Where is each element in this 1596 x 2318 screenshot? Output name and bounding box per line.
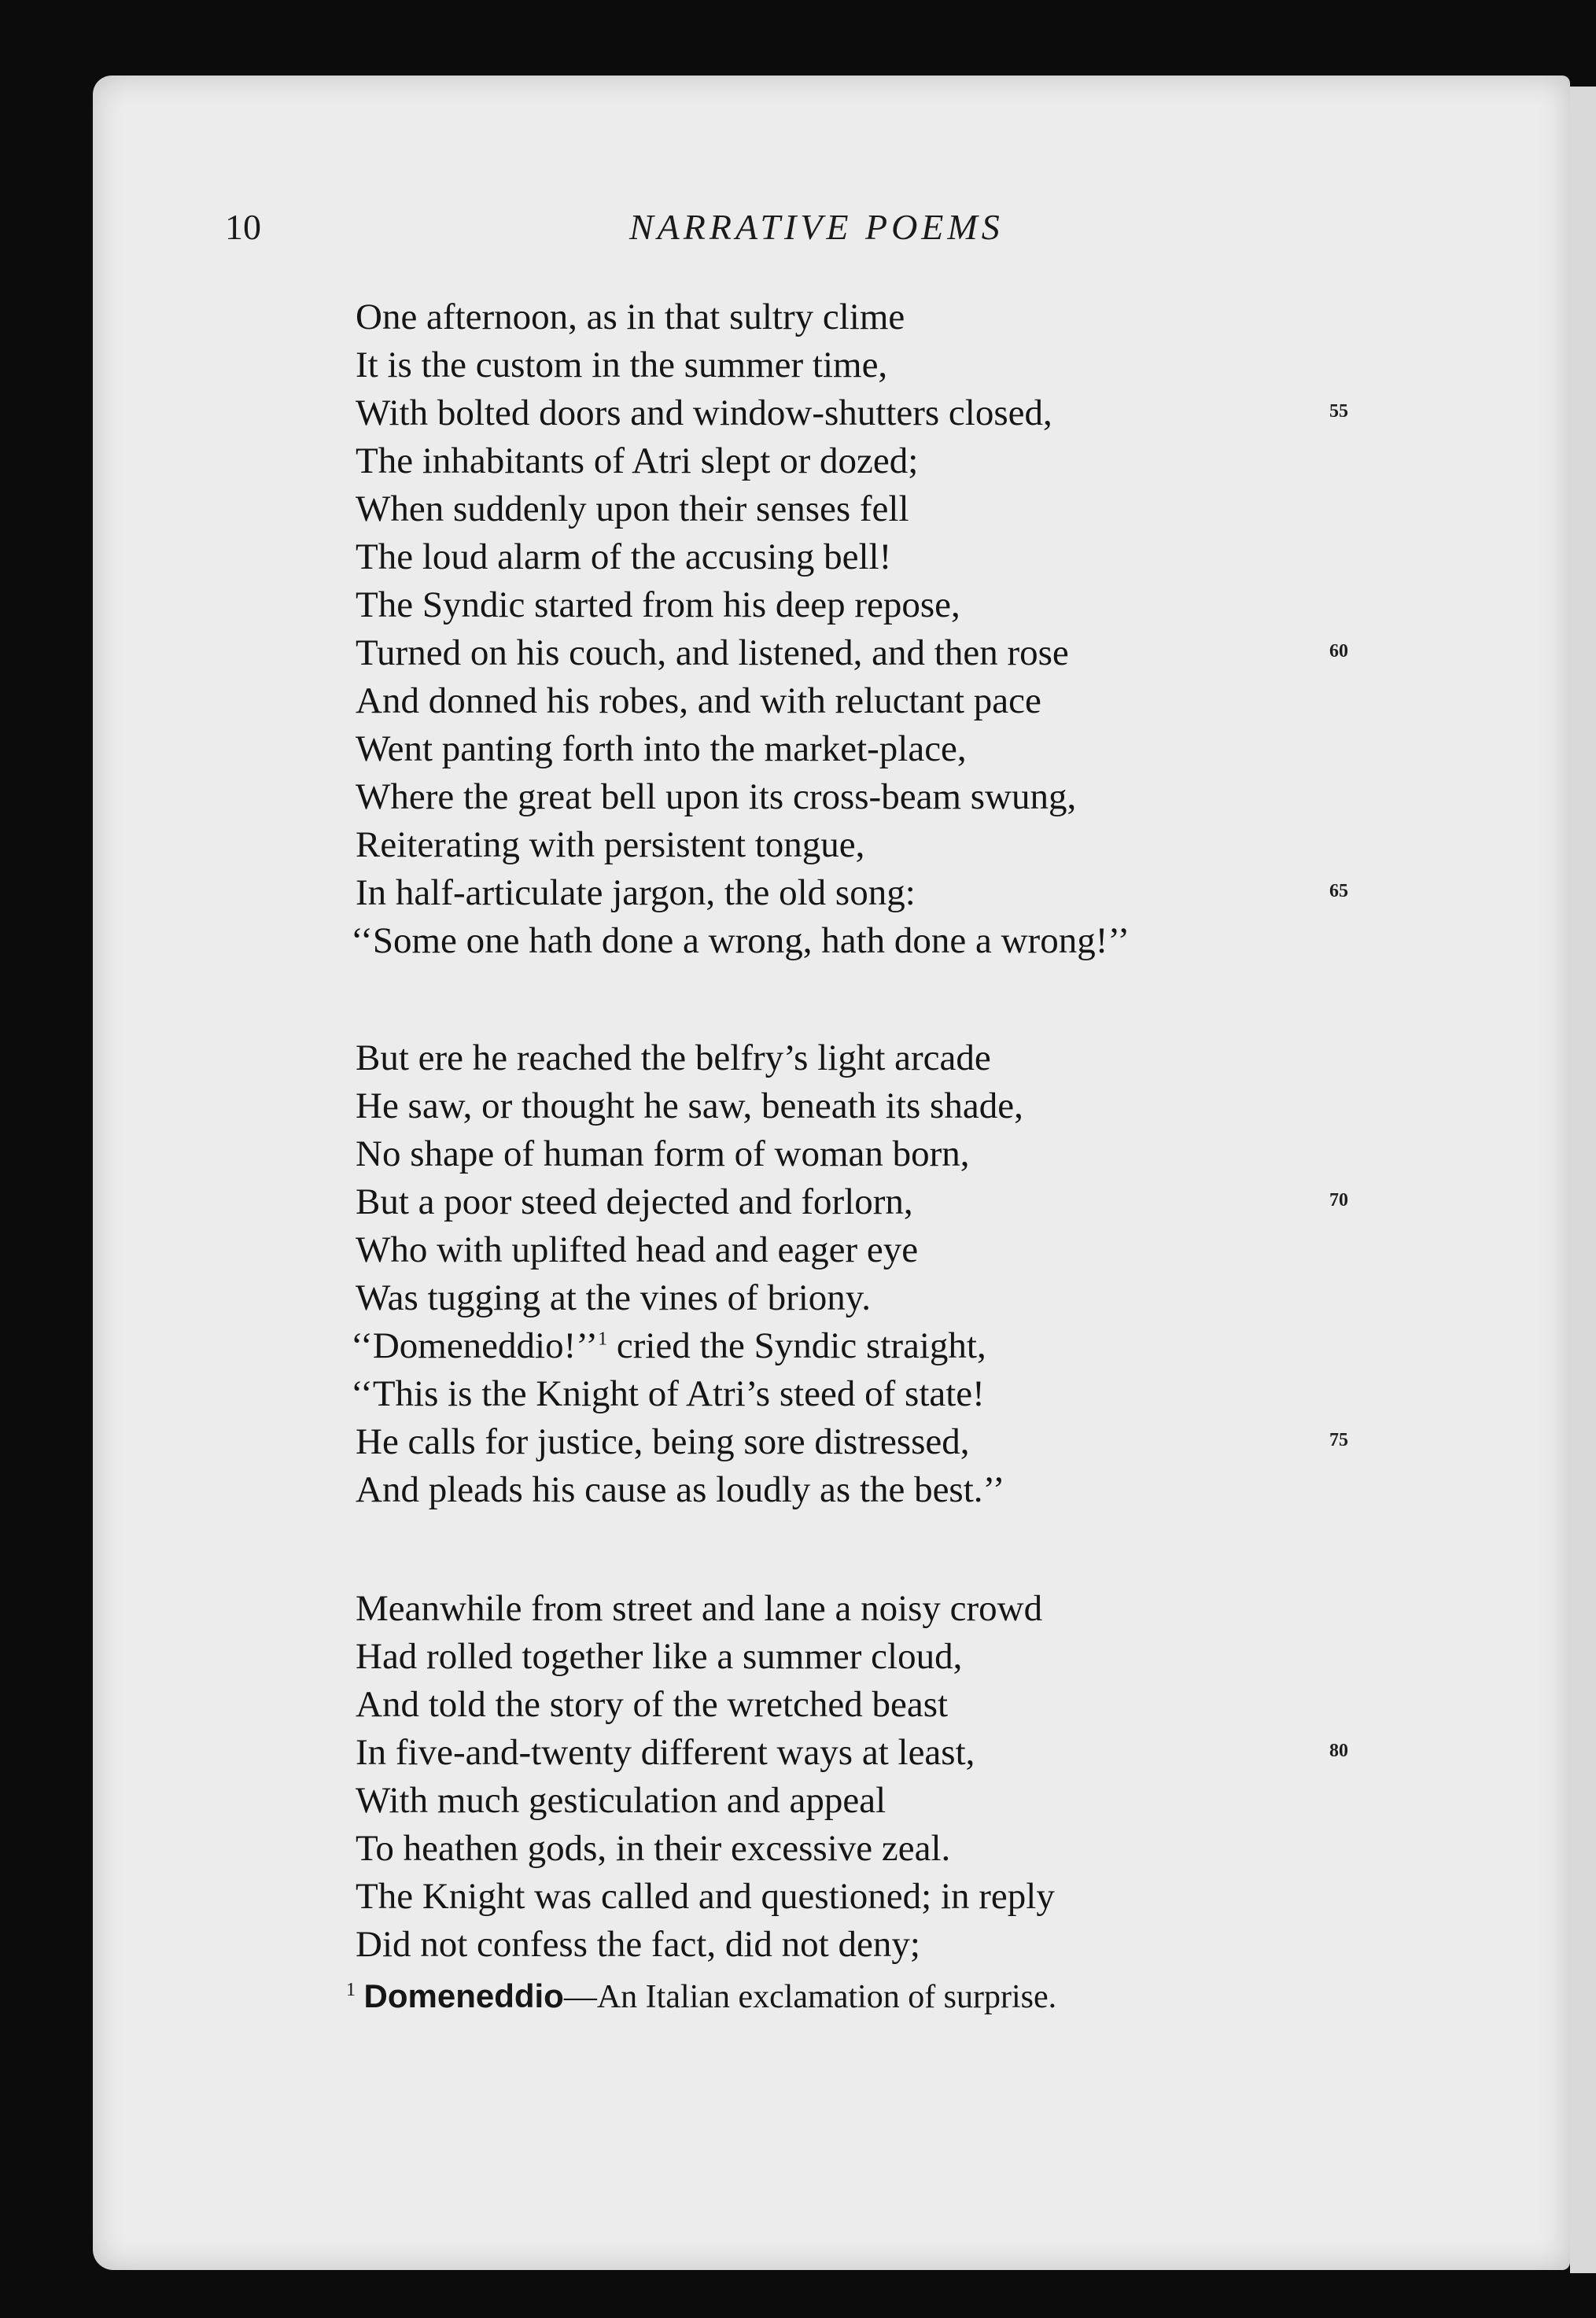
poem-line: And donned his robes, and with reluctant pace (356, 680, 1041, 721)
poem-line: Had rolled together like a summer cloud, (356, 1636, 963, 1677)
poem-line: The Knight was called and questioned; in reply (356, 1876, 1055, 1917)
poem-line: He saw, or thought he saw, beneath its shade, (356, 1085, 1023, 1126)
line-continuation: cried the Syndic straight, (607, 1325, 986, 1366)
footnote-text: —An Italian exclamation of surprise. (563, 1979, 1057, 2015)
running-title: NARRATIVE POEMS (629, 207, 1004, 247)
line-number: 70 (1329, 1190, 1348, 1211)
poem-line: When suddenly upon their senses fell (356, 488, 909, 529)
poem-line: And pleads his cause as loudly as the best.’’ (356, 1469, 1005, 1510)
footnote-mark: 1 (346, 1980, 356, 2000)
line-number: 75 (1329, 1430, 1348, 1450)
line-number: 55 (1329, 401, 1348, 422)
poem-line: But ere he reached the belfry’s light arcade (356, 1037, 991, 1078)
poem-line: In half-articulate jargon, the old song: (356, 872, 916, 913)
poem-line: But a poor steed dejected and forlorn, (356, 1181, 913, 1222)
poem-line: Meanwhile from street and lane a noisy crowd (356, 1588, 1043, 1629)
exclamation: ‘‘Domeneddio!’’ (351, 1325, 599, 1366)
line-number: 60 (1329, 641, 1348, 661)
poem-line: Turned on his couch, and listened, and then rose (356, 632, 1069, 673)
poem-line: In five-and-twenty different ways at least, (356, 1732, 975, 1773)
footnote-reference: 1 (598, 1329, 608, 1350)
poem-line: With much gesticulation and appeal (356, 1780, 886, 1821)
poem-line: Who with uplifted head and eager eye (356, 1229, 919, 1270)
page-header (0, 206, 1596, 253)
line-number: 80 (1329, 1741, 1348, 1761)
poem-line: The Syndic started from his deep repose, (356, 584, 960, 625)
poem-line: Was tugging at the vines of briony. (356, 1277, 871, 1318)
footnote-term: Domeneddio (363, 1977, 564, 2014)
poem-line: No shape of human form of woman born, (356, 1133, 970, 1174)
poem-line: It is the custom in the summer time, (356, 345, 888, 385)
line-number: 65 (1329, 881, 1348, 901)
poem-line: ‘‘This is the Knight of Atri’s steed of state! (351, 1373, 985, 1414)
poem-line: To heathen gods, in their excessive zeal. (356, 1828, 951, 1869)
adjacent-page-edge (1570, 87, 1596, 2273)
poem-line: And told the story of the wretched beast (356, 1684, 949, 1725)
footnote (346, 1977, 1056, 2016)
poem-line: With bolted doors and window-shutters closed, (356, 392, 1052, 433)
poem-line: The inhabitants of Atri slept or dozed; (356, 440, 919, 481)
poem-line: Went panting forth into the market-place, (356, 728, 967, 769)
poem-line: He calls for justice, being sore distressed, (356, 1421, 970, 1462)
poem-line: Did not confess the fact, did not deny; (356, 1924, 920, 1965)
poem-line (351, 1325, 986, 1366)
poem-line: Where the great bell upon its cross-beam swung, (356, 776, 1077, 817)
poem-line: Reiterating with persistent tongue, (356, 824, 865, 865)
poem-line: One afternoon, as in that sultry clime (356, 297, 905, 337)
poem-line: The loud alarm of the accusing bell! (356, 536, 892, 577)
page-number: 10 (225, 207, 261, 247)
poem-line: ‘‘Some one hath done a wrong, hath done a wrong!’’ (351, 920, 1130, 961)
